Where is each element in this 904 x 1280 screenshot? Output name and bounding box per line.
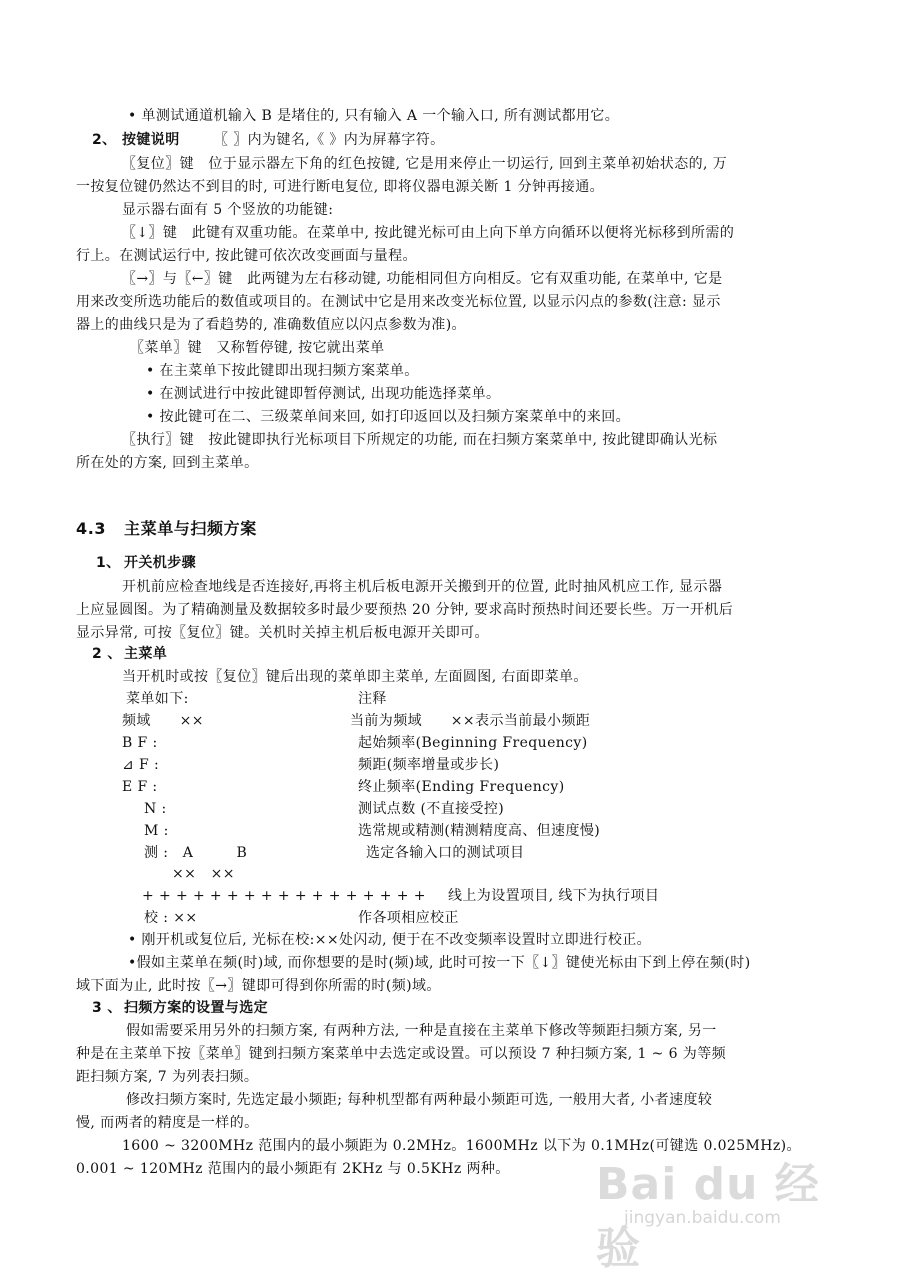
text-line: 〖 〗内为键名,《 》内为屏幕字符。 bbox=[214, 132, 445, 148]
text-line: 距扫频方案, 7 为列表扫频。 bbox=[76, 1069, 259, 1085]
text-line: 修改扫频方案时, 先选定最小频距; 每种机型都有两种最小频距可选, 一般用大者, 小者速度较 bbox=[126, 1092, 713, 1108]
text-line: 〖→〗与〖←〗键 此两键为左右移动键, 功能相同但方向相反。它有双重功能, 在菜单中, 它是 bbox=[122, 271, 723, 287]
menu-item: 测 : A B bbox=[144, 845, 248, 861]
menu-note: 终止频率(Ending Frequency) bbox=[358, 779, 565, 795]
section-heading: 扫频方案的设置与选定 bbox=[124, 1000, 268, 1016]
section-heading: 开关机步骤 bbox=[124, 555, 196, 571]
menu-note: 测试点数 (不直接受控) bbox=[358, 801, 505, 817]
chapter-number: 4.3 bbox=[76, 519, 107, 538]
text-line: 种是在主菜单下按〖菜单〗键到扫频方案菜单中去选定或设置。可以预设 7 种扫频方案, 1 ~ 6 为等频 bbox=[76, 1046, 727, 1062]
watermark-logo: Bai du 经验 bbox=[596, 1159, 820, 1274]
bullet-item: • 在测试进行中按此键即暂停测试, 出现功能选择菜单。 bbox=[146, 386, 501, 402]
text-line: 一按复位键仍然达不到目的时, 可进行断电复位, 即将仪器电源关断 1 分钟再接通。 bbox=[76, 179, 605, 195]
menu-note: 起始频率(Beginning Frequency) bbox=[358, 735, 588, 751]
watermark-url: jingyan.baidu.com bbox=[624, 1208, 781, 1228]
menu-item: B F : bbox=[122, 735, 158, 751]
text-line: 上应显圆图。为了精确测量及数据较多时最少要预热 20 分钟, 要求高时预热时间还要长些。万一开机后 bbox=[76, 602, 734, 618]
menu-note: 作各项相应校正 bbox=[358, 910, 459, 926]
text-line: 器上的曲线只是为了看趋势的, 准确数值应以闪点参数为准)。 bbox=[76, 317, 466, 333]
menu-header-right: 注释 bbox=[358, 691, 387, 707]
text-line: 显示器右面有 5 个竖放的功能键: bbox=[122, 202, 334, 218]
menu-item: M : bbox=[144, 823, 169, 839]
text-line: 域下面为止, 此时按〖→〗键即可得到你所需的时(频)域。 bbox=[76, 978, 441, 994]
text-line: 0.001 ~ 120MHz 范围内的最小频距有 2KHz 与 0.5KHz 两种。 bbox=[76, 1161, 510, 1177]
bullet-item: •假如主菜单在频(时)域, 而你想要的是时(频)域, 此时可按一下〖↓〗键使光标由下到上停在频(时) bbox=[128, 955, 751, 971]
menu-note: 线上为设置项目, 线下为执行项目 bbox=[448, 888, 660, 904]
text-line: 慢, 而两者的精度是一样的。 bbox=[76, 1115, 259, 1131]
bullet-item: • 刚开机或复位后, 光标在校:××处闪动, 便于在不改变频率设置时立即进行校正。 bbox=[128, 932, 652, 948]
menu-item: E F : bbox=[122, 779, 158, 795]
text-line: 〖↓〗键 此键有双重功能。在菜单中, 按此键光标可由上向下单方向循环以便将光标移到所需的 bbox=[122, 225, 735, 241]
text-line: • 单测试通道机输入 B 是堵住的, 只有输入 A 一个输入口, 所有测试都用它。 bbox=[128, 108, 620, 124]
baidu-watermark bbox=[596, 1146, 846, 1274]
menu-header-left: 菜单如下: bbox=[126, 691, 189, 707]
menu-item: N : bbox=[144, 801, 167, 817]
menu-note: 当前为频域 ××表示当前最小频距 bbox=[350, 713, 591, 729]
section-heading: 按键说明 bbox=[122, 132, 180, 148]
section-number: 2 、 bbox=[92, 646, 122, 662]
menu-divider: + + + + + + + + + + + + + + + + + bbox=[142, 888, 426, 904]
text-line: 假如需要采用另外的扫频方案, 有两种方法, 一种是直接在主菜单下修改等频距扫频方案, 另一 bbox=[126, 1023, 717, 1039]
section-heading: 主菜单 bbox=[124, 646, 168, 662]
text-line: 所在处的方案, 回到主菜单。 bbox=[76, 455, 259, 471]
text-line: 开机前应检查地线是否连接好,再将主机后板电源开关搬到开的位置, 此时抽风机应工作, 显示器 bbox=[122, 579, 723, 595]
menu-item: ⊿ F : bbox=[122, 757, 160, 773]
section-number: 1、 bbox=[96, 555, 121, 571]
menu-item: ×× ×× bbox=[172, 866, 235, 882]
text-line: 行上。在测试运行中, 按此键可依次改变画面与量程。 bbox=[76, 248, 417, 264]
text-line: 1600 ~ 3200MHz 范围内的最小频距为 0.2MHz。1600MHz 以下为 0.1MHz(可键选 0.025MHz)。 bbox=[122, 1138, 801, 1154]
menu-note: 选常规或精测(精测精度高、但速度慢) bbox=[358, 823, 601, 839]
text-line: 〖执行〗键 按此键即执行光标项目下所规定的功能, 而在扫频方案菜单中, 按此键即确认光标 bbox=[122, 432, 718, 448]
text-line: 〖菜单〗键 又称暂停键, 按它就出菜单 bbox=[130, 340, 385, 356]
chapter-title: 主菜单与扫频方案 bbox=[124, 519, 257, 538]
bullet-item: • 在主菜单下按此键即出现扫频方案菜单。 bbox=[146, 363, 419, 379]
text-line: 〖复位〗键 位于显示器左下角的红色按键, 它是用来停止一切运行, 回到主菜单初始状态的, 万 bbox=[122, 156, 728, 172]
section-number: 3 、 bbox=[92, 1000, 122, 1016]
bullet-item: • 按此键可在二、三级菜单间来回, 如打印返回以及扫频方案菜单中的来回。 bbox=[146, 409, 631, 425]
menu-note: 选定各输入口的测试项目 bbox=[366, 845, 525, 861]
menu-item: 校 : ×× bbox=[144, 910, 198, 926]
menu-item: 频域 ×× bbox=[122, 713, 204, 729]
text-line: 显示异常, 可按〖复位〗键。关机时关掉主机后板电源开关即可。 bbox=[76, 625, 489, 641]
text-line: 当开机时或按〖复位〗键后出现的菜单即主菜单, 左面圆图, 右面即菜单。 bbox=[122, 669, 588, 685]
text-line: 用来改变所选功能后的数值或项目的。在测试中它是用来改变光标位置, 以显示闪点的参数(注意: 显示 bbox=[76, 294, 721, 310]
section-number: 2、 bbox=[92, 132, 117, 148]
menu-note: 频距(频率增量或步长) bbox=[358, 757, 500, 773]
